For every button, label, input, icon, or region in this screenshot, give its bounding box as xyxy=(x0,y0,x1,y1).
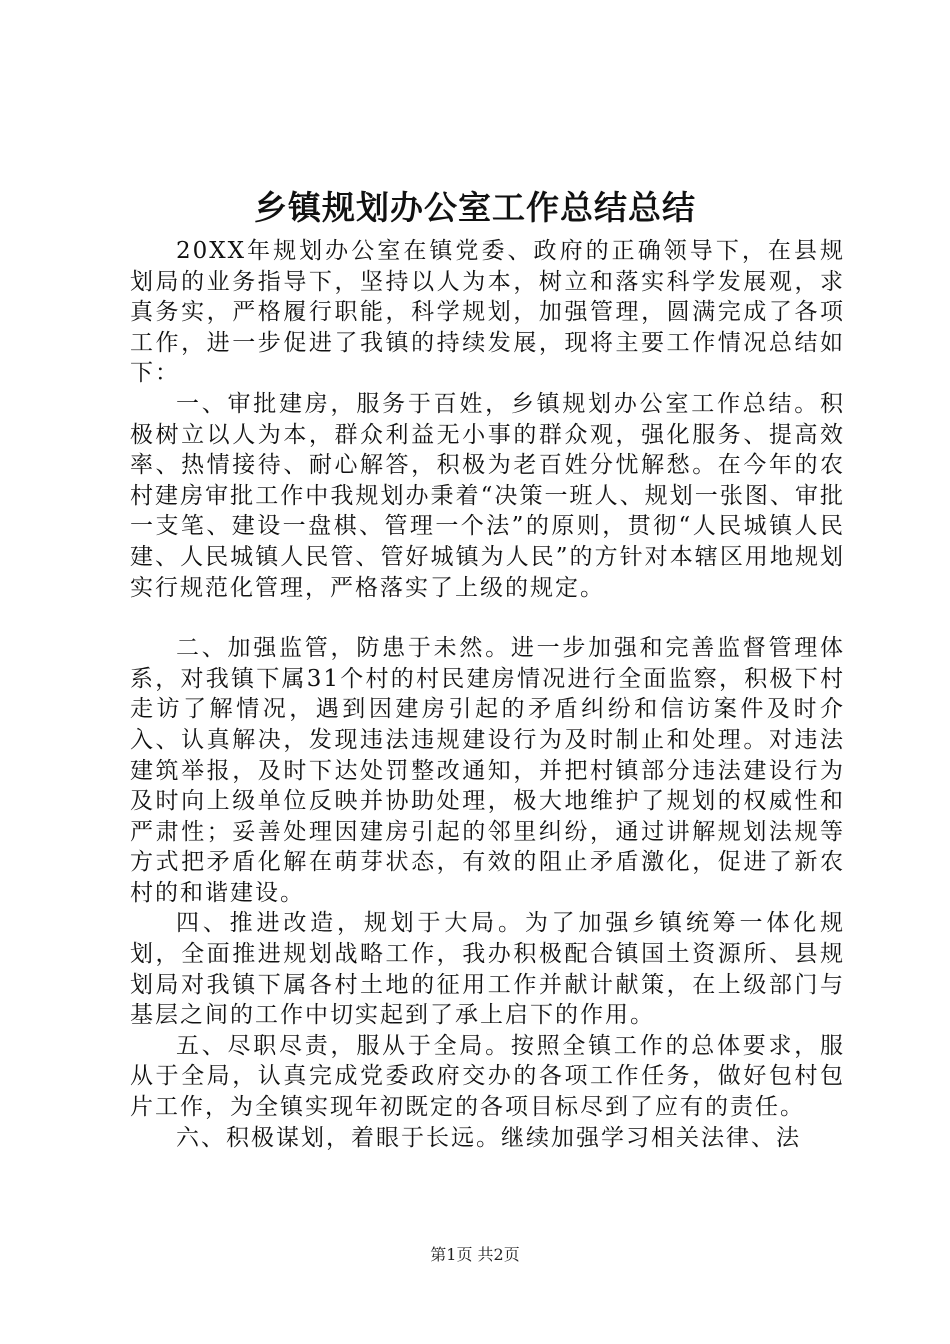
paragraph-section-5: 五、尽职尽责，服从于全局。按照全镇工作的总体要求，服从于全局，认真完成党委政府交办的各项工作任务，做好包村包片工作，为全镇实现年初既定的各项目标尽到了应有的责任。 xyxy=(130,1032,845,1121)
page-footer: 第1页 共2页 xyxy=(430,1245,520,1264)
paragraph-section-4: 四、推进改造，规划于大局。为了加强乡镇统筹一体化规划，全面推进规划战略工作，我办积极配合镇国土资源所、县规划局对我镇下属各村土地的征用工作并献计献策，在上级部门与基层之间的工作中切实起到了承上启下的作用。 xyxy=(130,910,845,1029)
paragraph-section-1: 一、审批建房，服务于百姓，乡镇规划办公室工作总结。积极树立以人为本，群众利益无小事的群众观，强化服务、提高效率、热情接待、耐心解答，积极为老百姓分忧解愁。在今年的农村建房审批工作中我规划办秉着“决策一班人、规划一张图、审批一支笔、建设一盘棋、管理一个法”的原则，贯彻“人民城镇人民建、人民城镇人民管、管好城镇为人民”的方针对本辖区用地规划实行规范化管理，严格落实了上级的规定。 xyxy=(130,390,845,601)
document-title: 乡镇规划办公室工作总结总结 xyxy=(254,188,696,227)
paragraph-section-6: 六、积极谋划，着眼于长远。继续加强学习相关法律、法 xyxy=(176,1124,801,1151)
paragraph-intro: 20XX年规划办公室在镇党委、政府的正确领导下，在县规划局的业务指导下，坚持以人为本，树立和落实科学发展观，求真务实，严格履行职能，科学规划，加强管理，圆满完成了各项工作，进一步促进了我镇的持续发展，现将主要工作情况总结如下： xyxy=(130,238,845,387)
document-body xyxy=(130,236,845,1153)
paragraph-section-2: 二、加强监管，防患于未然。进一步加强和完善监督管理体系，对我镇下属31个村的村民建房情况进行全面监察，积极下村走访了解情况，遇到因建房引起的矛盾纠纷和信访案件及时介入、认真解决，发现违法违规建设行为及时制止和处理。对违法建筑举报，及时下达处罚整改通知，并把村镇部分违法建设行为及时向上级单位反映并协助处理，极大地维护了规划的权威性和严肃性；妥善处理因建房引起的邻里纠纷，通过讲解规划法规等方式把矛盾化解在萌芽状态，有效的阻止矛盾激化，促进了新农村的和谐建设。 xyxy=(130,635,845,906)
